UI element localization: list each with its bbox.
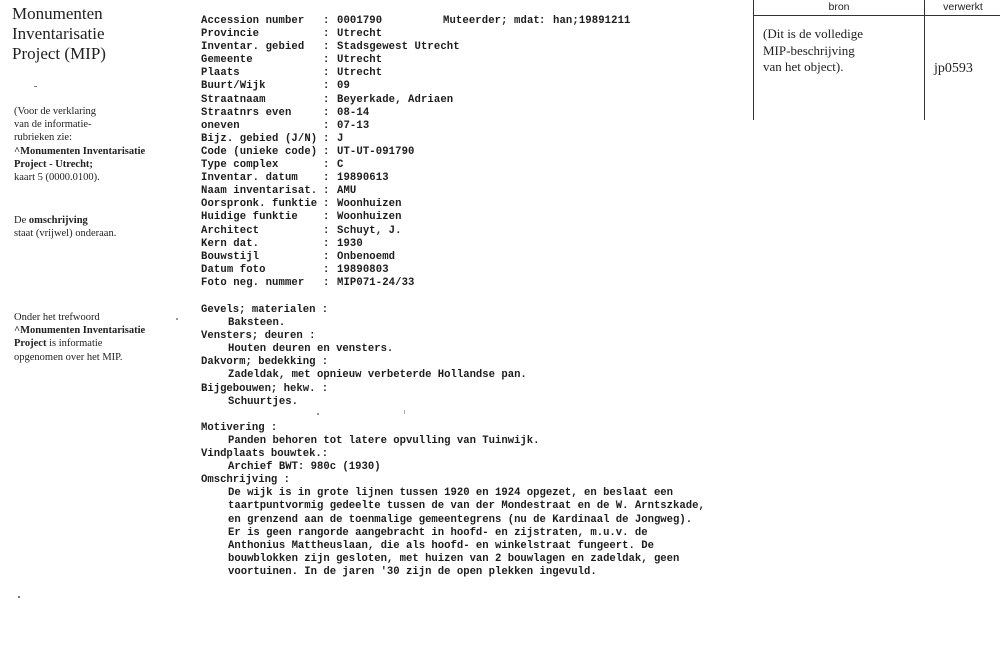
title-line: Monumenten [12, 4, 103, 23]
vindplaats-text: Archief BWT: 980c (1930) [228, 461, 381, 474]
field-separator: : [323, 28, 330, 41]
field-value: 07-13 [337, 119, 370, 132]
scan-speck [34, 86, 37, 87]
keyword-note [14, 311, 174, 364]
note-bold-text: Project [14, 338, 47, 350]
mutator-label: Muteerder; mdat [443, 15, 540, 27]
field-separator: : [323, 250, 330, 263]
field-value: Utrecht [337, 67, 383, 80]
field-separator: : [323, 106, 330, 119]
description-note [14, 214, 174, 240]
note-line-bold: ^Monumenten Inventarisatie [14, 325, 146, 337]
field-value: UT-UT-091790 [337, 145, 415, 158]
omschrijving-line: De wijk is in grote lijnen tussen 1920 en 1924 opgezet, en beslaat een [228, 487, 674, 500]
field-value: J [337, 132, 344, 145]
omschrijving-heading: Omschrijving : [201, 474, 291, 487]
bron-line: (Dit is de volledige [763, 26, 864, 41]
motivering-text: Panden behoren tot latere opvulling van Tuinwijk. [228, 434, 540, 447]
mip-title [12, 4, 182, 64]
field-separator: : [323, 185, 330, 198]
bron-header: bron [828, 1, 850, 13]
bron-text [763, 26, 923, 76]
field-label: Kern dat. [201, 237, 260, 250]
gevels-text: Baksteen. [228, 317, 286, 330]
field-separator: : [323, 172, 330, 185]
note-line: kaart 5 (0000.0100). [14, 172, 100, 184]
field-separator: : [323, 67, 330, 80]
omschrijving-line: voortuinen. In de jaren '30 zijn de open plekken ingevuld. [228, 565, 597, 578]
note-text: De [14, 215, 29, 226]
omschrijving-line: en grenzend aan de toenmalige gemeentegrens (nu de Kardinaal de Jongweg). [228, 513, 693, 526]
field-label: Buurt/Wijk [201, 80, 266, 93]
info-note [14, 105, 174, 184]
field-label: Accession number [201, 15, 305, 27]
bijgebouwen-text: Schuurtjes. [228, 395, 298, 408]
field-separator: : [539, 15, 546, 27]
scan-speck [176, 318, 178, 320]
omschrijving-line: taartpuntvormig gedeelte tussen de van der Mondestraat en de W. Arntszkade, [228, 500, 705, 513]
field-label: Gemeente [201, 54, 253, 67]
field-label: Type complex [201, 159, 279, 172]
field-value: 0001790 [337, 15, 383, 27]
title-line: Project (MIP) [12, 44, 106, 63]
note-line-bold: ^Monumenten Inventarisatie [14, 145, 146, 157]
motivering-heading: Motivering : [201, 421, 278, 434]
field-label: Code (unieke code) [201, 145, 318, 158]
note-line: opgenomen over het MIP. [14, 351, 123, 363]
field-label: Datum foto [201, 263, 266, 276]
field-value: 08-14 [337, 106, 370, 119]
field-value: 1930 [337, 237, 363, 250]
field-separator: : [323, 41, 330, 54]
mutator-value: han;19891211 [553, 15, 631, 27]
field-separator: : [323, 159, 330, 172]
field-separator: : [323, 145, 330, 158]
field-value: Beyerkade, Adriaen [337, 93, 454, 106]
field-label: Inventar. gebied [201, 41, 305, 54]
note-bold-text: omschrijving [28, 215, 88, 226]
field-value: 19890613 [337, 172, 389, 185]
field-value: Utrecht [337, 28, 383, 41]
verwerkt-value: jp0593 [934, 61, 973, 76]
section-gap [201, 409, 705, 422]
field-value: Onbenoemd [337, 250, 396, 263]
field-separator: : [323, 54, 330, 67]
field-label: oneven [201, 119, 240, 132]
gevels-heading: Gevels; materialen : [201, 304, 329, 316]
field-value: Stadsgewest Utrecht [337, 41, 460, 54]
bron-line: van het object). [763, 59, 844, 74]
field-value: 19890803 [337, 263, 389, 276]
omschrijving-line: Er is geen rangorde aangebracht in hoofd- en zijstraten, m.u.v. de [228, 526, 648, 539]
field-label: Naam inventarisat. [201, 185, 318, 198]
field-label: Bouwstijl [201, 250, 260, 263]
title-line: Inventarisatie [12, 24, 105, 43]
field-separator: : [323, 80, 330, 93]
field-separator: : [323, 198, 330, 211]
field-label: Straatnaam [201, 93, 266, 106]
omschrijving-line: Anthonius Mattheuslaan, die als hoofd- en winkelstraat fungeert. De [228, 539, 654, 552]
field-value: Woonhuizen [337, 211, 402, 224]
note-text: is informatie [46, 338, 103, 350]
field-value: 09 [337, 80, 350, 93]
field-separator: : [323, 276, 330, 289]
field-separator: : [323, 132, 330, 145]
note-line: (Voor de verklaring [14, 106, 97, 117]
scan-speck [18, 596, 20, 598]
field-label: Architect [201, 224, 260, 237]
field-label: Plaats [201, 67, 240, 80]
vensters-heading: Vensters; deuren : [201, 330, 316, 343]
field-label: Oorspronk. funktie [201, 198, 318, 211]
bron-line: MIP-beschrijving [763, 42, 855, 58]
vindplaats-heading: Vindplaats bouwtek.: [201, 448, 329, 461]
field-separator: : [323, 119, 330, 132]
note-line: rubrieken zie: [14, 132, 73, 144]
field-label: Foto neg. nummer [201, 276, 305, 289]
dakvorm-heading: Dakvorm; bedekking : [201, 356, 329, 369]
bijgebouwen-heading: Bijgebouwen; hekw. : [201, 382, 329, 395]
note-line-bold: Project - Utrecht; [14, 158, 93, 170]
field-value: Utrecht [337, 54, 383, 67]
column-divider [924, 0, 925, 120]
field-separator: : [323, 224, 330, 237]
field-label: Inventar. datum [201, 172, 298, 185]
field-label: Straatnrs even [201, 106, 292, 119]
field-value: AMU [337, 185, 357, 198]
field-label: Bijz. gebied (J/N) [201, 132, 318, 145]
field-separator: : [323, 263, 330, 276]
note-line: staat (vrijwel) onderaan. [14, 228, 117, 240]
omschrijving-line: bouwblokken zijn gesloten, met huizen van 2 bouwlagen en zadeldak, geen [228, 552, 680, 565]
field-separator: : [323, 237, 330, 250]
field-separator: : [323, 211, 330, 224]
field-separator: : [323, 15, 330, 27]
source-box [753, 0, 1000, 120]
description-sections [201, 304, 705, 579]
field-label: Provincie [201, 28, 260, 41]
field-value: C [337, 159, 344, 172]
verwerkt-header: verwerkt [943, 1, 983, 13]
vensters-text: Houten deuren en vensters. [228, 343, 394, 356]
field-value: Schuyt, J. [337, 224, 402, 237]
field-separator: : [323, 93, 330, 106]
field-label: Huidige funktie [201, 211, 298, 224]
field-value: MIP071-24/33 [337, 276, 415, 289]
dakvorm-text: Zadeldak, met opnieuw verbeterde Hollandse pan. [228, 369, 527, 382]
field-value: Woonhuizen [337, 198, 402, 211]
note-line: van de informatie- [14, 119, 92, 131]
note-line: Onder het trefwoord [14, 312, 100, 323]
